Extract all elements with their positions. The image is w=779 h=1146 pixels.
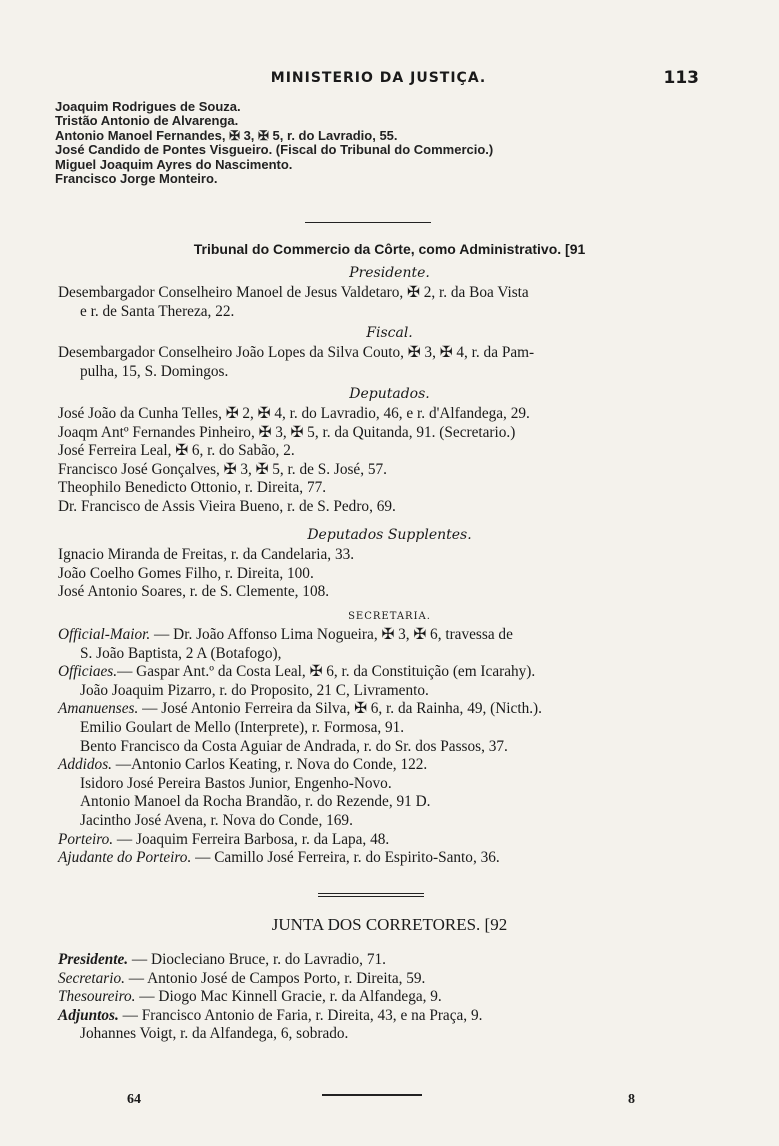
entry-text: — Francisco Antonio de Faria, r. Direita, 43, e na Praça, 9. — [118, 1006, 483, 1024]
entry-line: Desembargador Conselheiro João Lopes da Silva Couto, ✠ 3, ✠ 4, r. da Pam- — [58, 344, 535, 361]
presidente-entry — [58, 284, 688, 321]
presidente-heading: Presidente. — [349, 265, 430, 281]
list-item: S. João Baptista, 2 A (Botafogo), — [80, 644, 282, 662]
page-number: 113 — [663, 68, 699, 88]
list-item: Isidoro José Pereira Bastos Junior, Engenho-Novo. — [80, 774, 392, 792]
list-item: João Joaquim Pizarro, r. do Proposito, 21 C, Livramento. — [80, 681, 429, 699]
section-title-tribunal: Tribunal do Commercio da Côrte, como Administrativo. [91 — [193, 241, 586, 257]
list-item — [58, 849, 688, 868]
entry-text: — Antonio José de Campos Porto, r. Direita, 59. — [124, 969, 426, 987]
list-item: Tristão Antonio de Alvarenga. — [55, 113, 239, 129]
list-item: Joaquim Rodrigues de Souza. — [55, 99, 241, 114]
footer-signature-right: 8 — [628, 1092, 635, 1107]
footer-signature-left: 64 — [127, 1092, 141, 1107]
list-item — [58, 1007, 688, 1026]
entry-text: —Antonio Carlos Keating, r. Nova do Conde, 122. — [111, 756, 428, 774]
list-item: Francisco Jorge Monteiro. — [55, 171, 218, 187]
list-item: José João da Cunha Telles, ✠ 2, ✠ 4, r. do Lavradio, 46, e r. d'Alfandega, 29. — [58, 405, 530, 422]
role-label: Thesoureiro. — [58, 988, 136, 1006]
junta-list — [58, 951, 688, 1044]
list-item: Johannes Voigt, r. da Alfandega, 6, sobrado. — [80, 1025, 349, 1043]
entry-line: e r. de Santa Thereza, 22. — [80, 302, 235, 320]
list-item — [58, 700, 688, 719]
section-title-junta: JUNTA DOS CORRETORES. [92 — [271, 915, 508, 934]
list-item: João Coelho Gomes Filho, r. Direita, 100. — [58, 564, 314, 582]
role-label: Ajudante do Porteiro. — [58, 849, 192, 867]
list-item: Jacintho José Avena, r. Nova do Conde, 169. — [80, 811, 353, 829]
list-item: José Ferreira Leal, ✠ 6, r. do Sabão, 2. — [58, 442, 295, 460]
section-divider — [318, 896, 424, 897]
list-item — [58, 756, 688, 775]
list-item — [58, 831, 688, 850]
fiscal-heading: Fiscal. — [366, 325, 413, 341]
list-item — [58, 663, 688, 682]
role-label: Amanuenses. — [58, 700, 139, 718]
entry-line: Desembargador Conselheiro Manoel de Jesus Valdetaro, ✠ 2, r. da Boa Vista — [58, 284, 529, 301]
list-item: Ignacio Miranda de Freitas, r. da Candelaria, 33. — [58, 546, 355, 563]
list-item — [58, 988, 688, 1007]
entry-text: — Diogo Mac Kinnell Gracie, r. da Alfandega, 9. — [135, 988, 442, 1006]
list-item: Emilio Goulart de Mello (Interprete), r. Formosa, 91. — [80, 718, 405, 736]
supplentes-heading: Deputados Supplentes. — [307, 527, 472, 543]
list-item: Miguel Joaquim Ayres do Nascimento. — [55, 156, 293, 172]
entry-text: — Dr. João Affonso Lima Nogueira, ✠ 3, ✠ 6, travessa de — [150, 626, 513, 643]
entry-text: — Camillo José Ferreira, r. do Espirito-Santo, 36. — [191, 849, 500, 867]
supplentes-list — [58, 546, 688, 602]
role-label: Adjuntos. — [58, 1006, 119, 1024]
list-item: Antonio Manoel da Rocha Brandão, r. do Rezende, 91 D. — [80, 793, 431, 811]
secretaria-list — [58, 626, 688, 868]
entry-text: — Joaquim Ferreira Barbosa, r. da Lapa, 48. — [113, 830, 390, 848]
list-item: Joaqm Antº Fernandes Pinheiro, ✠ 3, ✠ 5, r. da Quitanda, 91. (Secretario.) — [58, 423, 516, 441]
role-label: Secretario. — [58, 969, 125, 987]
role-label: Porteiro. — [58, 830, 114, 848]
section-divider — [318, 893, 424, 894]
page-title: MINISTERIO DA JUSTIÇA. — [270, 70, 487, 86]
list-item: Francisco José Gonçalves, ✠ 3, ✠ 5, r. de S. José, 57. — [58, 460, 387, 478]
list-item: José Candido de Pontes Visgueiro. (Fiscal do Tribunal do Commercio.) — [55, 142, 494, 158]
entry-text: — José Antonio Ferreira da Silva, ✠ 6, r. da Rainha, 49, (Nicth.). — [138, 700, 542, 718]
list-item — [58, 951, 688, 970]
section-divider — [305, 222, 431, 223]
name-list-top — [55, 100, 695, 186]
entry-text: — Diocleciano Bruce, r. do Lavradio, 71. — [128, 951, 386, 968]
page-header — [58, 70, 699, 96]
deputados-list — [58, 405, 688, 517]
footer-rule — [322, 1094, 422, 1096]
role-label: Presidente. — [58, 951, 129, 968]
entry-text: — Gaspar Ant.º da Costa Leal, ✠ 6, r. da Constituição (em Icarahy). — [117, 663, 536, 681]
list-item: Theophilo Benedicto Ottonio, r. Direita, 77. — [58, 479, 327, 497]
list-item: Bento Francisco da Costa Aguiar de Andrada, r. do Sr. dos Passos, 37. — [80, 737, 508, 755]
list-item: José Antonio Soares, r. de S. Clemente, 108. — [58, 583, 330, 601]
role-label: Official-Maior. — [58, 626, 151, 643]
deputados-heading: Deputados. — [349, 386, 430, 402]
list-item: Dr. Francisco de Assis Vieira Bueno, r. de S. Pedro, 69. — [58, 497, 396, 515]
role-label: Addidos. — [58, 756, 112, 774]
fiscal-entry — [58, 344, 688, 381]
role-label: Officiaes. — [58, 663, 118, 681]
entry-line: pulha, 15, S. Domingos. — [80, 362, 229, 380]
list-item — [58, 970, 688, 989]
list-item: Antonio Manoel Fernandes, ✠ 3, ✠ 5, r. do Lavradio, 55. — [55, 127, 398, 143]
secretaria-heading: SECRETARIA. — [348, 611, 431, 622]
list-item — [58, 626, 688, 645]
